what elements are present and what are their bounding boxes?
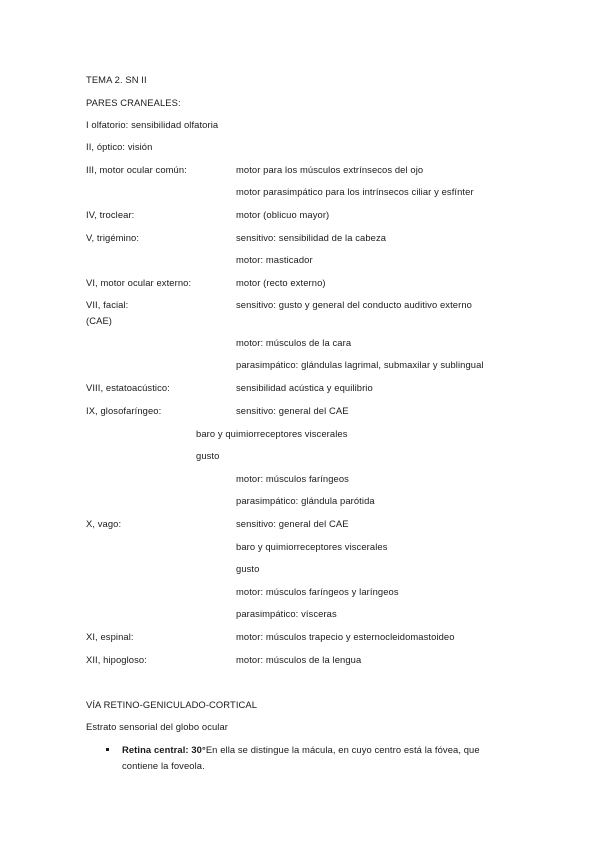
nerve-V-function: sensitivo: sensibilidad de la cabeza <box>236 232 387 243</box>
nerve-IX-function: baro y quimiorreceptores viscerales <box>196 428 348 439</box>
nerve-IX-function: sensitivo: general del CAE <box>236 405 349 416</box>
bullet-label: Retina central: <box>122 744 189 755</box>
via-title: VÍA RETINO-GENICULADO-CORTICAL <box>86 699 258 710</box>
nerve-VI-function: motor (recto externo) <box>236 277 326 288</box>
section-title: PARES CRANEALES: <box>86 97 181 108</box>
bullet-text: En ella se distingue la mácula, en cuyo centro está la fóvea, que <box>205 744 480 755</box>
via-subtitle: Estrato sensorial del globo ocular <box>86 721 229 732</box>
nerve-VII-continuation: (CAE) <box>86 315 113 326</box>
nerve-IX-name: IX, glosofaríngeo: <box>86 405 162 416</box>
nerve-X-name: X, vago: <box>86 518 122 529</box>
bullet-text-continuation: contiene la foveola. <box>122 760 205 771</box>
nerve-III-function: motor parasimpático para los intrínsecos ciliar y esfínter <box>236 186 474 197</box>
nerve-VII-function: motor: músculos de la cara <box>236 337 352 348</box>
nerve-IX-function: motor: músculos faríngeos <box>236 473 349 484</box>
nerve-VII-name: VII, facial: <box>86 299 129 310</box>
nerve-X-function: parasimpático: vísceras <box>236 608 337 619</box>
nerve-VII-function: parasimpático: glándulas lagrimal, submaxilar y sublingual <box>236 359 484 370</box>
nerve-IV-function: motor (oblicuo mayor) <box>236 209 330 220</box>
nerve-XII-function: motor: músculos de la lengua <box>236 654 362 665</box>
nerve-XI-function: motor: músculos trapecio y esternocleidomastoideo <box>236 631 455 642</box>
nerve-VI-name: VI, motor ocular externo: <box>86 277 192 288</box>
nerve-V-function: motor: masticador <box>236 254 313 265</box>
nerve-IV-name: IV, troclear: <box>86 209 135 220</box>
nerve-II: II, óptico: visión <box>86 141 153 152</box>
nerve-I: I olfatorio: sensibilidad olfatoria <box>86 119 219 130</box>
nerve-X-function: motor: músculos faríngeos y laríngeos <box>236 586 399 597</box>
nerve-XI-name: XI, espinal: <box>86 631 134 642</box>
bullet-icon <box>106 748 109 751</box>
nerve-XII-name: XII, hipogloso: <box>86 654 147 665</box>
nerve-IX-function: gusto <box>196 450 220 461</box>
nerve-III-function: motor para los músculos extrínsecos del ojo <box>236 164 424 175</box>
nerve-III-name: III, motor ocular común: <box>86 164 187 175</box>
nerve-V-name: V, trigémino: <box>86 232 140 243</box>
nerve-X-function: baro y quimiorreceptores viscerales <box>236 541 388 552</box>
bullet-line <box>122 744 480 756</box>
bullet-value: 30° <box>191 744 206 755</box>
nerve-VIII-function: sensibilidad acústica y equilibrio <box>236 382 373 393</box>
nerve-VIII-name: VIII, estatoacústico: <box>86 382 170 393</box>
document-heading: TEMA 2. SN II <box>86 74 147 85</box>
nerve-IX-function: parasimpático: glándula parótida <box>236 495 375 506</box>
nerve-X-function: gusto <box>236 563 260 574</box>
nerve-VII-function: sensitivo: gusto y general del conducto auditivo externo <box>236 299 472 310</box>
nerve-X-function: sensitivo: general del CAE <box>236 518 349 529</box>
